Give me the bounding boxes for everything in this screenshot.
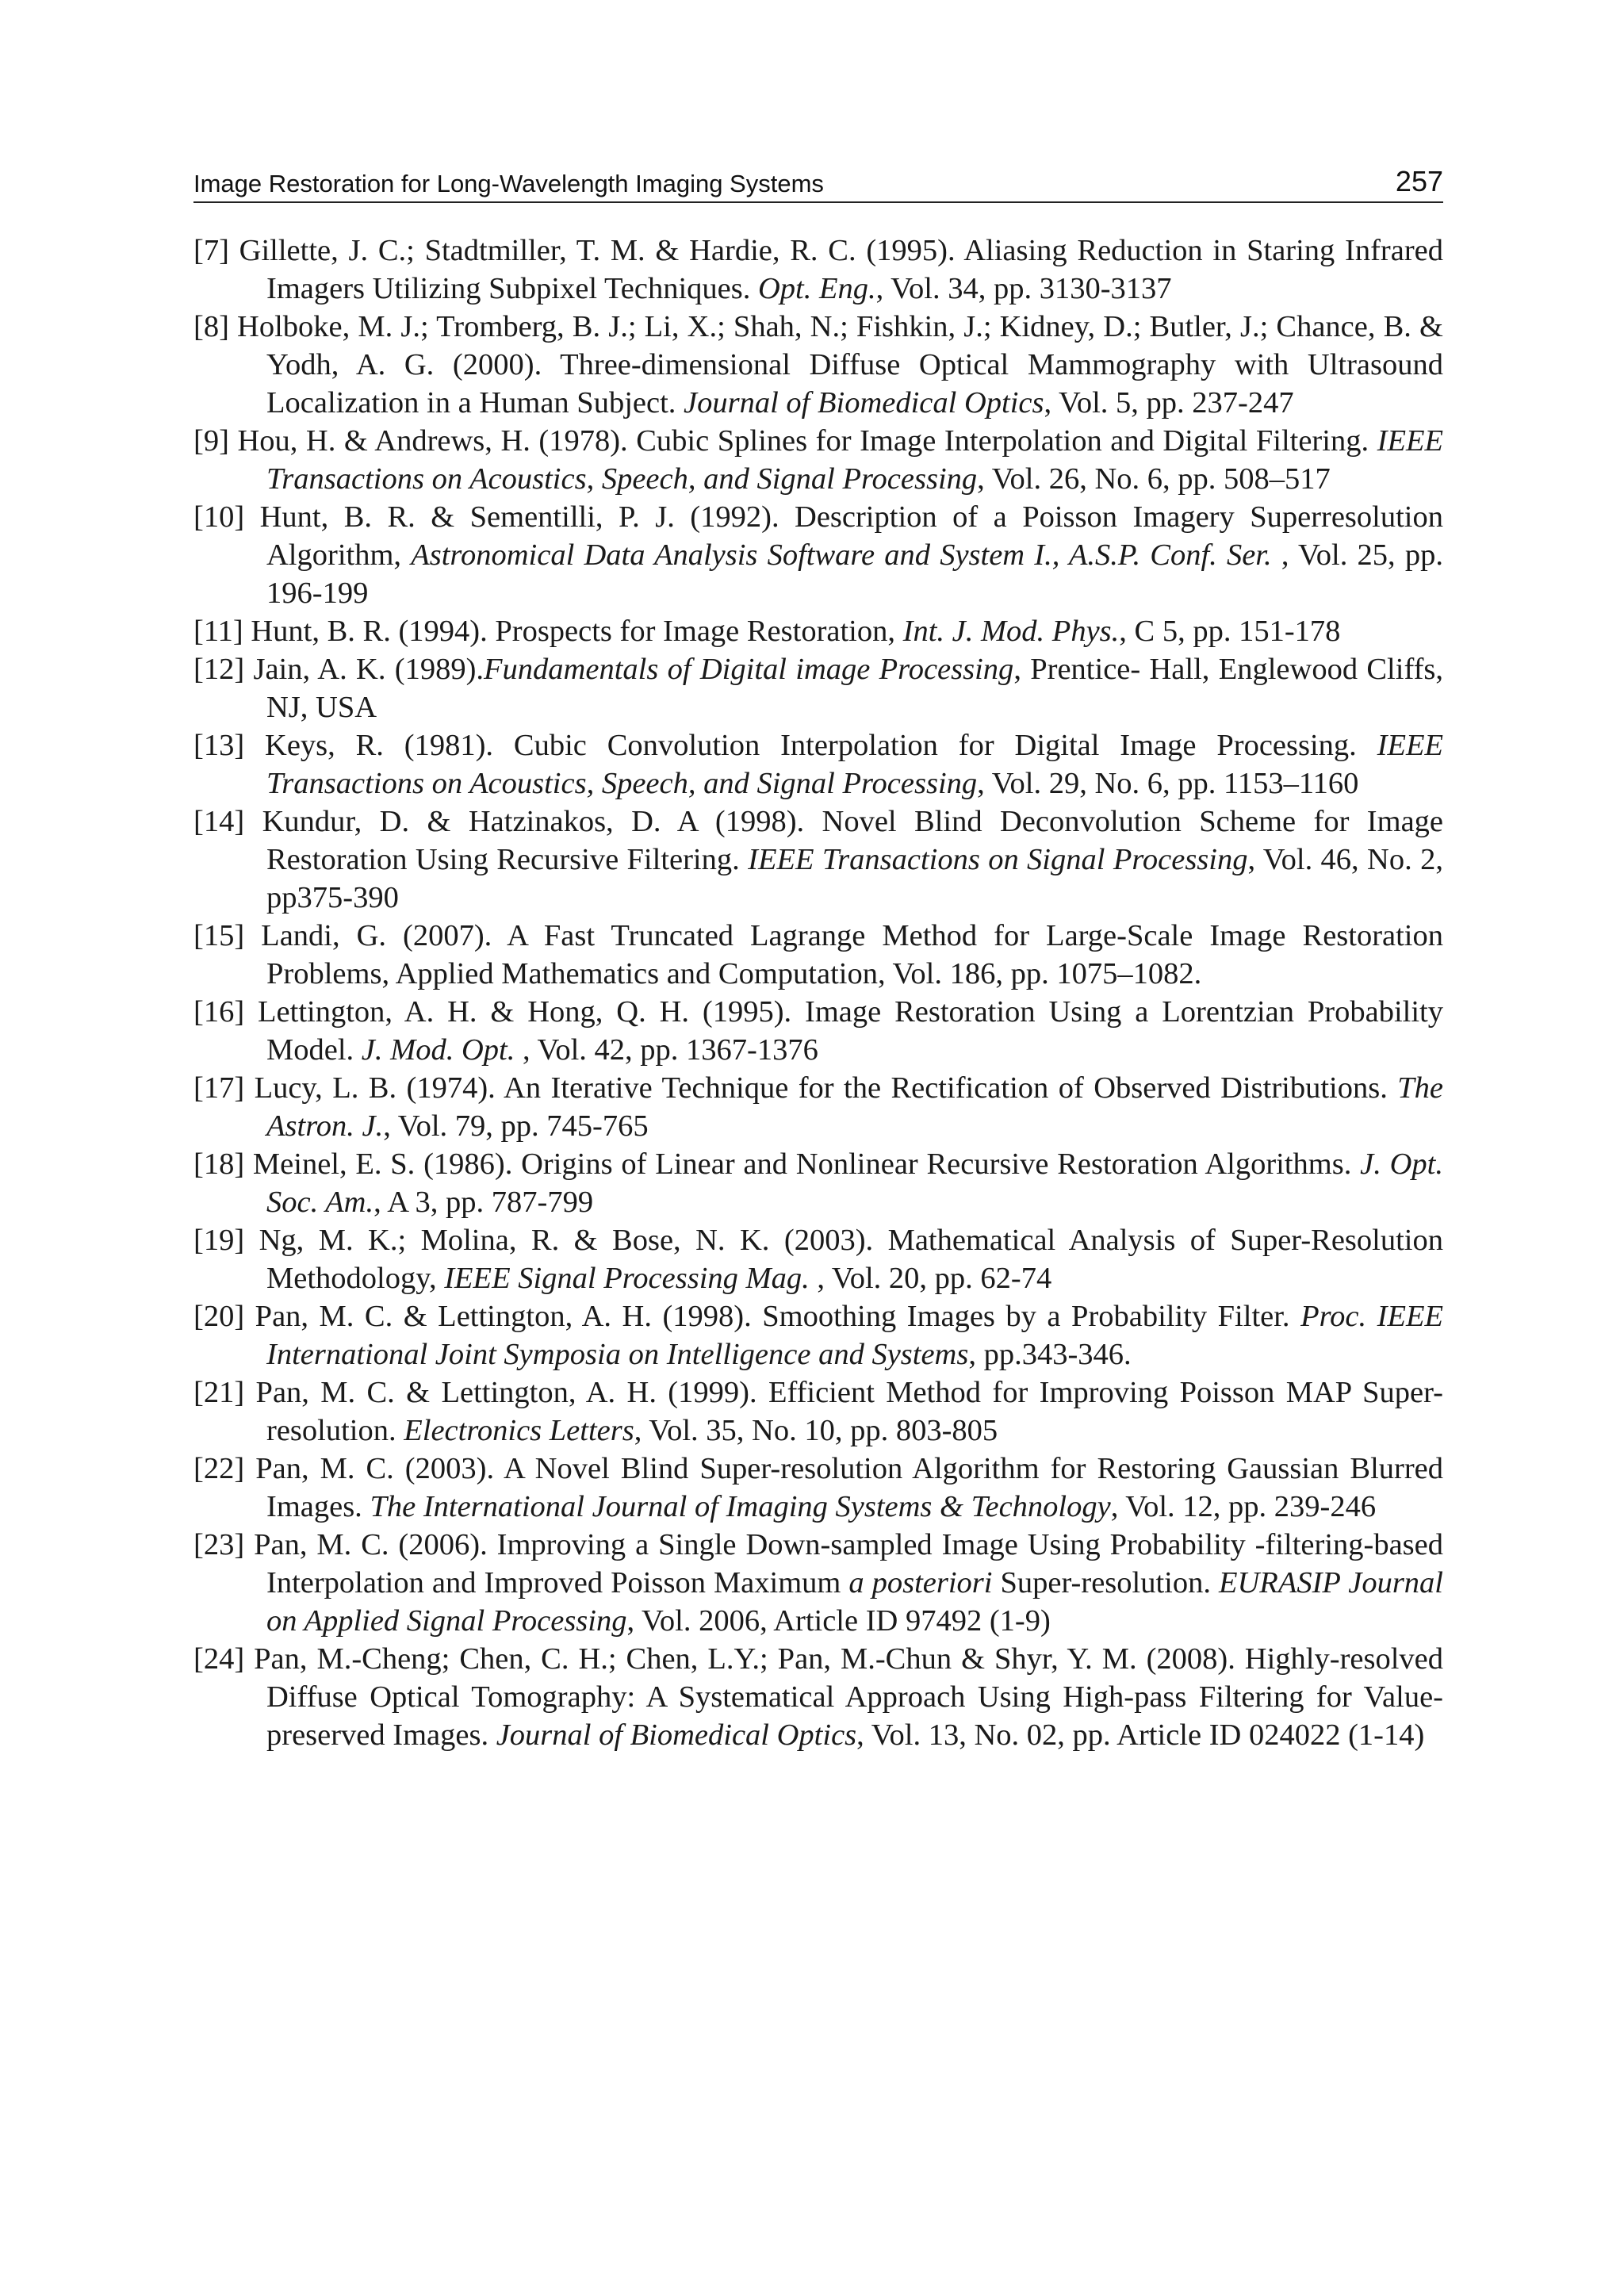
- reference-segment: Gillette, J. C.; Stadtmiller, T. M. & Hardie, R. C. (1995). Aliasing Reduction in Staring Infrared Imagers Utilizing Subpixel Techniques.: [239, 234, 1444, 305]
- reference-entry: [193, 1221, 1443, 1297]
- reference-text: [193, 1373, 1443, 1450]
- reference-number: [12]: [193, 653, 245, 686]
- reference-source-italic: IEEE Signal Processing Mag.: [444, 1262, 810, 1295]
- reference-segment: Keys, R. (1981). Cubic Convolution Interpolation for Digital Image Processing.: [265, 729, 1377, 762]
- reference-source-italic: a posteriori: [848, 1566, 993, 1599]
- reference-segment: Lucy, L. B. (1974). An Iterative Technique for the Rectification of Observed Distributions.: [254, 1071, 1398, 1105]
- reference-segment: , Prentice- Hall, Englewood Cliffs, NJ, USA: [266, 653, 1443, 724]
- reference-number: [17]: [193, 1071, 245, 1105]
- reference-text: [193, 422, 1443, 498]
- reference-text: [193, 612, 1340, 650]
- reference-entry: [193, 422, 1443, 498]
- reference-list: [193, 232, 1443, 1754]
- reference-entry: [193, 308, 1443, 422]
- reference-source-italic: Int. J. Mod. Phys.: [902, 615, 1120, 648]
- reference-segment: Kundur, D. & Hatzinakos, D. A (1998). Novel Blind Deconvolution Scheme for Image Restoration Using Recursive Filtering.: [262, 805, 1443, 876]
- reference-entry: [193, 803, 1443, 917]
- reference-segment: Pan, M. C. & Lettington, A. H. (1999). Efficient Method for Improving Poisson MAP Super-resolution.: [255, 1376, 1444, 1447]
- reference-entry: [193, 726, 1443, 803]
- reference-number: [13]: [193, 729, 245, 762]
- reference-segment: , Vol. 25, pp. 196-199: [266, 538, 1443, 610]
- reference-entry: [193, 650, 1443, 726]
- reference-source-italic: Journal of Biomedical Optics: [684, 386, 1044, 420]
- reference-source-italic: The Astron. J.: [266, 1071, 1444, 1143]
- reference-entry: [193, 1450, 1443, 1526]
- running-header-title: Image Restoration for Long-Wavelength Imaging Systems: [193, 170, 824, 197]
- reference-segment: Hunt, B. R. & Sementilli, P. J. (1992). Description of a Poisson Imagery Superresolution Algorithm,: [259, 500, 1444, 572]
- reference-segment: , Vol. 46, No. 2, pp375-390: [266, 843, 1443, 914]
- reference-number: [22]: [193, 1452, 245, 1485]
- reference-text: [193, 917, 1443, 993]
- reference-text: [193, 1640, 1443, 1754]
- reference-text: [193, 498, 1443, 612]
- reference-text: [193, 803, 1443, 917]
- reference-entry: [193, 1640, 1443, 1754]
- reference-segment: Jain, A. K. (1989).: [253, 653, 485, 686]
- reference-text: [193, 726, 1443, 803]
- reference-entry: [193, 232, 1443, 308]
- reference-source-italic: IEEE Transactions on Acoustics, Speech, and Signal Processing: [266, 424, 1443, 496]
- reference-text: [193, 232, 1443, 308]
- reference-segment: Pan, M. C. (2003). A Novel Blind Super-resolution Algorithm for Restoring Gaussian Blurred Images.: [255, 1452, 1443, 1523]
- reference-entry: [193, 1145, 1443, 1221]
- reference-text: [193, 1450, 1443, 1526]
- reference-segment: Landi, G. (2007). A Fast Truncated Lagrange Method for Large-Scale Image Restoration Problems, Applied Mathematics and Computation, Vol. 186, pp. 1075–1082.: [261, 919, 1444, 990]
- reference-text: [193, 993, 1443, 1069]
- reference-source-italic: Journal of Biomedical Optics: [496, 1718, 857, 1752]
- reference-segment: Super-resolution.: [992, 1566, 1219, 1599]
- reference-number: [8]: [193, 310, 229, 343]
- reference-source-italic: Proc. IEEE International Joint Symposia on Intelligence and Systems: [266, 1300, 1443, 1371]
- reference-segment: , Vol. 2006, Article ID 97492 (1-9): [626, 1604, 1051, 1638]
- reference-source-italic: J. Opt. Soc. Am.: [266, 1147, 1443, 1219]
- reference-entry: [193, 1297, 1443, 1373]
- reference-segment: , Vol. 29, No. 6, pp. 1153–1160: [977, 767, 1359, 800]
- reference-entry: [193, 993, 1443, 1069]
- reference-number: [19]: [193, 1224, 245, 1257]
- reference-text: [193, 1297, 1443, 1373]
- reference-source-italic: IEEE Transactions on Signal Processing: [748, 843, 1248, 876]
- reference-source-italic: The International Journal of Imaging Systems & Technology: [370, 1490, 1111, 1523]
- reference-segment: Pan, M. C. & Lettington, A. H. (1998). Smoothing Images by a Probability Filter.: [255, 1300, 1301, 1333]
- reference-segment: , Vol. 20, pp. 62-74: [809, 1262, 1052, 1295]
- reference-number: [15]: [193, 919, 245, 952]
- reference-segment: , Vol. 26, No. 6, pp. 508–517: [977, 462, 1331, 496]
- reference-number: [24]: [193, 1642, 245, 1676]
- reference-number: [14]: [193, 805, 245, 838]
- reference-source-italic: Opt. Eng.: [757, 272, 876, 305]
- reference-source-italic: Fundamentals of Digital image Processing: [484, 653, 1014, 686]
- reference-source-italic: Electronics Letters: [404, 1414, 634, 1447]
- reference-segment: Holboke, M. J.; Tromberg, B. J.; Li, X.; Shah, N.; Fishkin, J.; Kidney, D.; Butler, J.; Chance, B. & Yodh, A. G. (2000). Three-dimensional Diffuse Optical Mammography with Ultrasound Localization in a Human Subject.: [237, 310, 1444, 420]
- reference-number: [21]: [193, 1376, 245, 1409]
- reference-entry: [193, 1373, 1443, 1450]
- reference-entry: [193, 612, 1443, 650]
- reference-segment: , Vol. 42, pp. 1367-1376: [515, 1033, 818, 1067]
- reference-entry: [193, 1526, 1443, 1640]
- reference-text: [193, 1069, 1443, 1145]
- reference-segment: , Vol. 13, No. 02, pp. Article ID 024022 (1-14): [856, 1718, 1425, 1752]
- reference-number: [10]: [193, 500, 245, 534]
- page-number: 257: [1395, 165, 1443, 197]
- reference-segment: , Vol. 35, No. 10, pp. 803-805: [634, 1414, 998, 1447]
- reference-segment: Lettington, A. H. & Hong, Q. H. (1995). Image Restoration Using a Lorentzian Probability Model.: [258, 995, 1443, 1067]
- reference-segment: , Vol. 5, pp. 237-247: [1044, 386, 1294, 420]
- reference-number: [11]: [193, 615, 243, 648]
- reference-number: [9]: [193, 424, 229, 458]
- reference-entry: [193, 1069, 1443, 1145]
- reference-segment: Ng, M. K.; Molina, R. & Bose, N. K. (2003). Mathematical Analysis of Super-Resolution Methodology,: [259, 1224, 1444, 1295]
- reference-text: [193, 1526, 1443, 1640]
- reference-segment: , pp.343-346.: [968, 1338, 1132, 1371]
- reference-text: [193, 1221, 1443, 1297]
- reference-segment: , Vol. 12, pp. 239-246: [1110, 1490, 1377, 1523]
- reference-text: [193, 308, 1443, 422]
- running-header: [193, 162, 1443, 203]
- reference-segment: Hunt, B. R. (1994). Prospects for Image Restoration,: [251, 615, 903, 648]
- reference-entry: [193, 917, 1443, 993]
- reference-text: [193, 650, 1443, 726]
- reference-number: [20]: [193, 1300, 245, 1333]
- reference-segment: , C 5, pp. 151-178: [1119, 615, 1341, 648]
- reference-source-italic: J. Mod. Opt.: [361, 1033, 515, 1067]
- reference-segment: Meinel, E. S. (1986). Origins of Linear and Nonlinear Recursive Restoration Algorithms.: [252, 1147, 1361, 1181]
- reference-number: [23]: [193, 1528, 245, 1561]
- reference-segment: , Vol. 79, pp. 745-765: [383, 1109, 649, 1143]
- reference-entry: [193, 498, 1443, 612]
- reference-number: [18]: [193, 1147, 245, 1181]
- reference-source-italic: IEEE Transactions on Acoustics, Speech, and Signal Processing: [266, 729, 1444, 800]
- reference-number: [16]: [193, 995, 245, 1029]
- reference-source-italic: Astronomical Data Analysis Software and System I., A.S.P. Conf. Ser.: [411, 538, 1272, 572]
- reference-segment: Hou, H. & Andrews, H. (1978). Cubic Splines for Image Interpolation and Digital Filtering.: [237, 424, 1377, 458]
- reference-number: [7]: [193, 234, 229, 267]
- reference-source-italic: EURASIP Journal on Applied Signal Processing: [266, 1566, 1443, 1638]
- reference-segment: , A 3, pp. 787-799: [373, 1186, 594, 1219]
- reference-segment: Pan, M. C. (2006). Improving a Single Down-sampled Image Using Probability -filtering-based Interpolation and Improved Poisson Maximum: [254, 1528, 1443, 1599]
- reference-segment: Pan, M.-Cheng; Chen, C. H.; Chen, L.Y.; Pan, M.-Chun & Shyr, Y. M. (2008). Highly-resolved Diffuse Optical Tomography: A Systematical Approach Using High-pass Filtering for Value-preserved Images.: [254, 1642, 1444, 1752]
- reference-segment: , Vol. 34, pp. 3130-3137: [875, 272, 1172, 305]
- reference-text: [193, 1145, 1443, 1221]
